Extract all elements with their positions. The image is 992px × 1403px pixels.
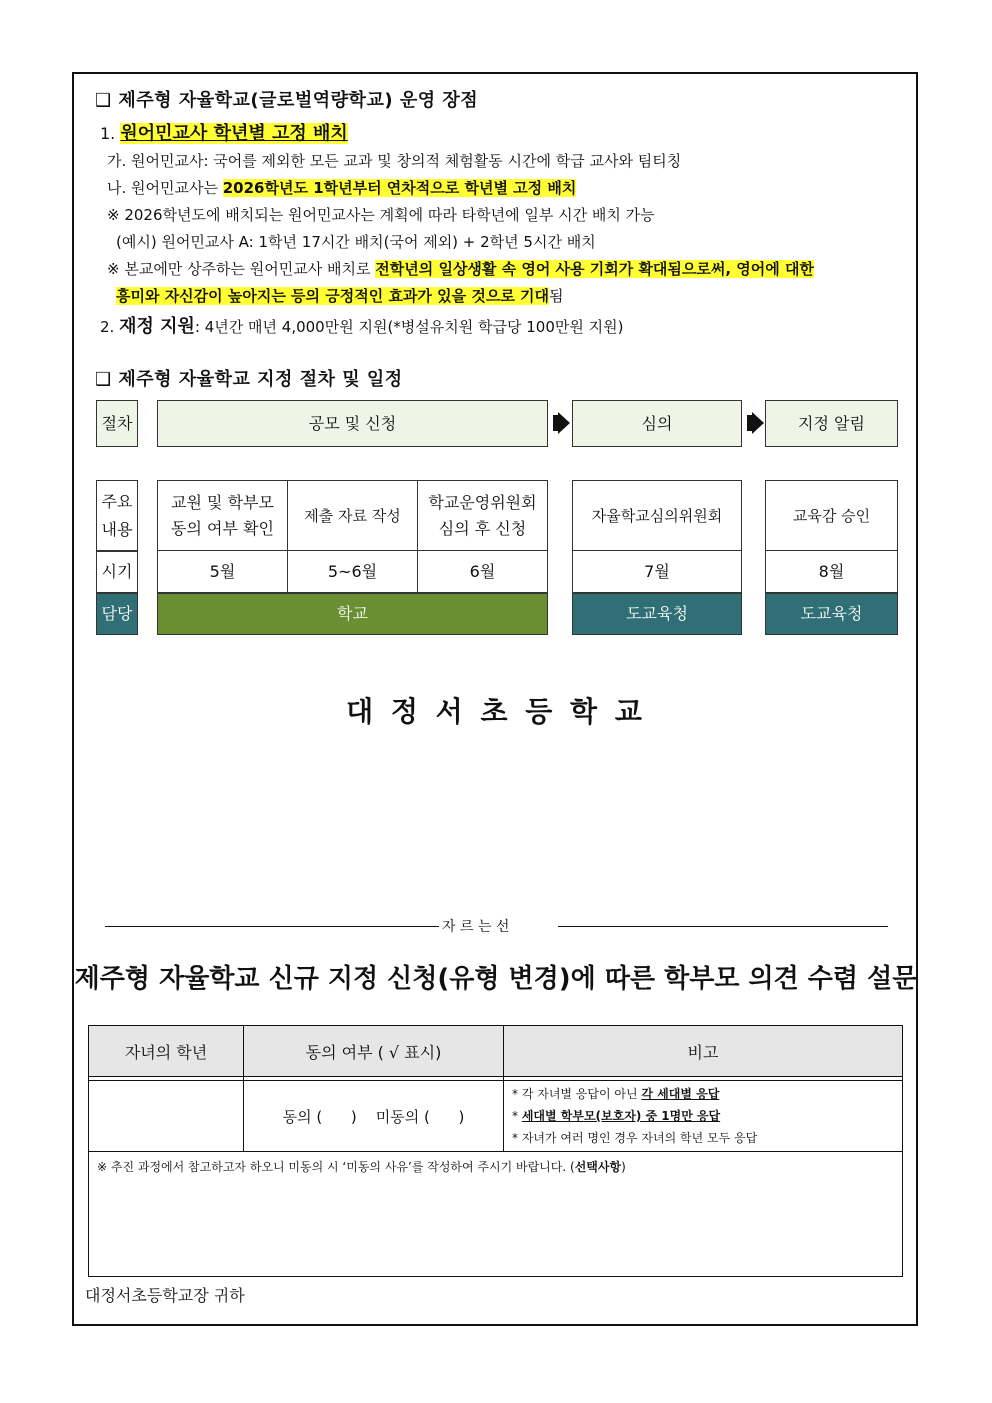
note2-suffix: 됨 xyxy=(549,287,564,305)
time-may-june: 5~6월 xyxy=(287,550,418,593)
arrow-right-icon xyxy=(558,412,570,434)
note1-prefix: * 각 자녀별 응답이 아닌 xyxy=(512,1087,642,1101)
item2-text: : 4년간 매년 4,000만원 지원(*병설유치원 학급당 100만원 지원) xyxy=(194,318,624,336)
step-review: 심의 xyxy=(572,400,742,447)
note2-highlight-b: 흥미와 자신감이 높아지는 등의 긍정적인 효과가 있을 것으로 기대 xyxy=(116,287,550,305)
item2-title: 재정 지원 xyxy=(119,316,195,337)
item1 xyxy=(100,119,348,145)
reason-optional: 선택사항 xyxy=(574,1160,622,1174)
step-apply: 공모 및 신청 xyxy=(157,400,548,447)
consent-checkbox-cell[interactable]: 동의 ( ) 미동의 ( ) xyxy=(244,1081,504,1152)
section2-heading: ❑ 제주형 자율학교 지정 절차 및 일정 xyxy=(95,369,403,390)
label-owner: 담당 xyxy=(96,593,138,635)
survey-answer-row xyxy=(89,1081,903,1152)
line-na xyxy=(107,177,576,198)
time-june: 6월 xyxy=(417,550,548,593)
note-line-3 xyxy=(512,1127,894,1149)
header-consent: 동의 여부 ( √ 표시) xyxy=(244,1026,504,1077)
step-notify: 지정 알림 xyxy=(765,400,898,447)
note2-line-b xyxy=(116,285,564,306)
owner-office-1: 도교육청 xyxy=(572,593,742,635)
note1-emphasis: 각 세대별 응답 xyxy=(641,1087,720,1101)
cut-line-label: 자 르 는 선 xyxy=(442,919,510,935)
note3-text: * 자녀가 여러 명인 경우 자녀의 학년 모두 응답 xyxy=(512,1131,758,1145)
content-committee: 학교운영위원회 심의 후 신청 xyxy=(417,480,548,551)
note2-highlight-a: 전학년의 일상생활 속 영어 사용 기회가 확대됨으로써, 영어에 대한 xyxy=(375,260,814,278)
label-step: 절차 xyxy=(96,400,138,447)
example-line: (예시) 원어민교사 A: 1학년 17시간 배치(국어 제외) + 2학년 5시간 배치 xyxy=(116,233,596,251)
header-remarks: 비고 xyxy=(504,1026,903,1077)
label-time: 시기 xyxy=(96,551,138,593)
item2-number: 2. xyxy=(100,318,115,336)
note2-line-a xyxy=(107,258,814,279)
survey-title: 제주형 자율학교 신규 지정 신청(유형 변경)에 따른 학부모 의견 수렴 설문 xyxy=(74,964,918,994)
line-na-highlight: 2026학년도 1학년부터 연차적으로 학년별 고정 배치 xyxy=(222,179,577,197)
time-may: 5월 xyxy=(157,550,288,593)
line-ga: 가. 원어민교사: 국어를 제외한 모든 교과 및 창의적 체험활동 시간에 학급 교사와 팀티칭 xyxy=(107,152,682,170)
note2-emphasis: 세대별 학부모(보호자) 중 1명만 응답 xyxy=(521,1109,721,1123)
note2-prefix: * xyxy=(512,1109,522,1123)
cut-line-left xyxy=(105,926,439,927)
reason-note: ※ 추진 과정에서 참고하고자 하오니 미동의 시 ‘미동의 사유’를 작성하여 주시기 바랍니다. ( xyxy=(97,1160,575,1174)
note2-prefix: ※ 본교에만 상주하는 원어민교사 배치로 xyxy=(107,260,376,278)
cut-line-right xyxy=(558,926,888,927)
content-approval: 교육감 승인 xyxy=(765,480,898,551)
item1-number: 1. xyxy=(100,124,116,143)
note-line-2 xyxy=(512,1105,894,1127)
time-july: 7월 xyxy=(572,550,742,593)
remarks-cell xyxy=(504,1081,903,1152)
item2 xyxy=(100,312,623,338)
reason-row xyxy=(89,1152,903,1277)
owner-school: 학교 xyxy=(157,593,548,635)
footer-recipient: 대정서초등학교장 귀하 xyxy=(85,1286,245,1305)
owner-office-2: 도교육청 xyxy=(765,593,898,635)
content-review-committee: 자율학교심의위원회 xyxy=(572,480,742,551)
content-consent: 교원 및 학부모 동의 여부 확인 xyxy=(157,480,288,551)
header-grade: 자녀의 학년 xyxy=(89,1026,244,1077)
survey-table xyxy=(88,1025,903,1277)
line-na-prefix: 나. 원어민교사는 xyxy=(107,179,223,197)
school-name: 대 정 서 초 등 학 교 xyxy=(346,695,646,728)
section1-heading: ❑ 제주형 자율학교(글로벌역량학교) 운영 장점 xyxy=(95,90,479,111)
label-content: 주요 내용 xyxy=(96,480,138,551)
note-line-1 xyxy=(512,1083,894,1105)
content-documents: 제출 자료 작성 xyxy=(287,480,418,551)
note1: ※ 2026학년도에 배치되는 원어민교사는 계획에 따라 타학년에 일부 시간 배치 가능 xyxy=(107,206,655,224)
survey-header-row xyxy=(89,1026,903,1077)
reason-input-cell[interactable] xyxy=(89,1152,903,1277)
arrow-right-icon xyxy=(752,412,764,434)
grade-input-cell[interactable] xyxy=(89,1081,244,1152)
item1-title: 원어민교사 학년별 고정 배치 xyxy=(120,123,348,144)
time-august: 8월 xyxy=(765,550,898,593)
reason-end: ) xyxy=(621,1160,626,1174)
